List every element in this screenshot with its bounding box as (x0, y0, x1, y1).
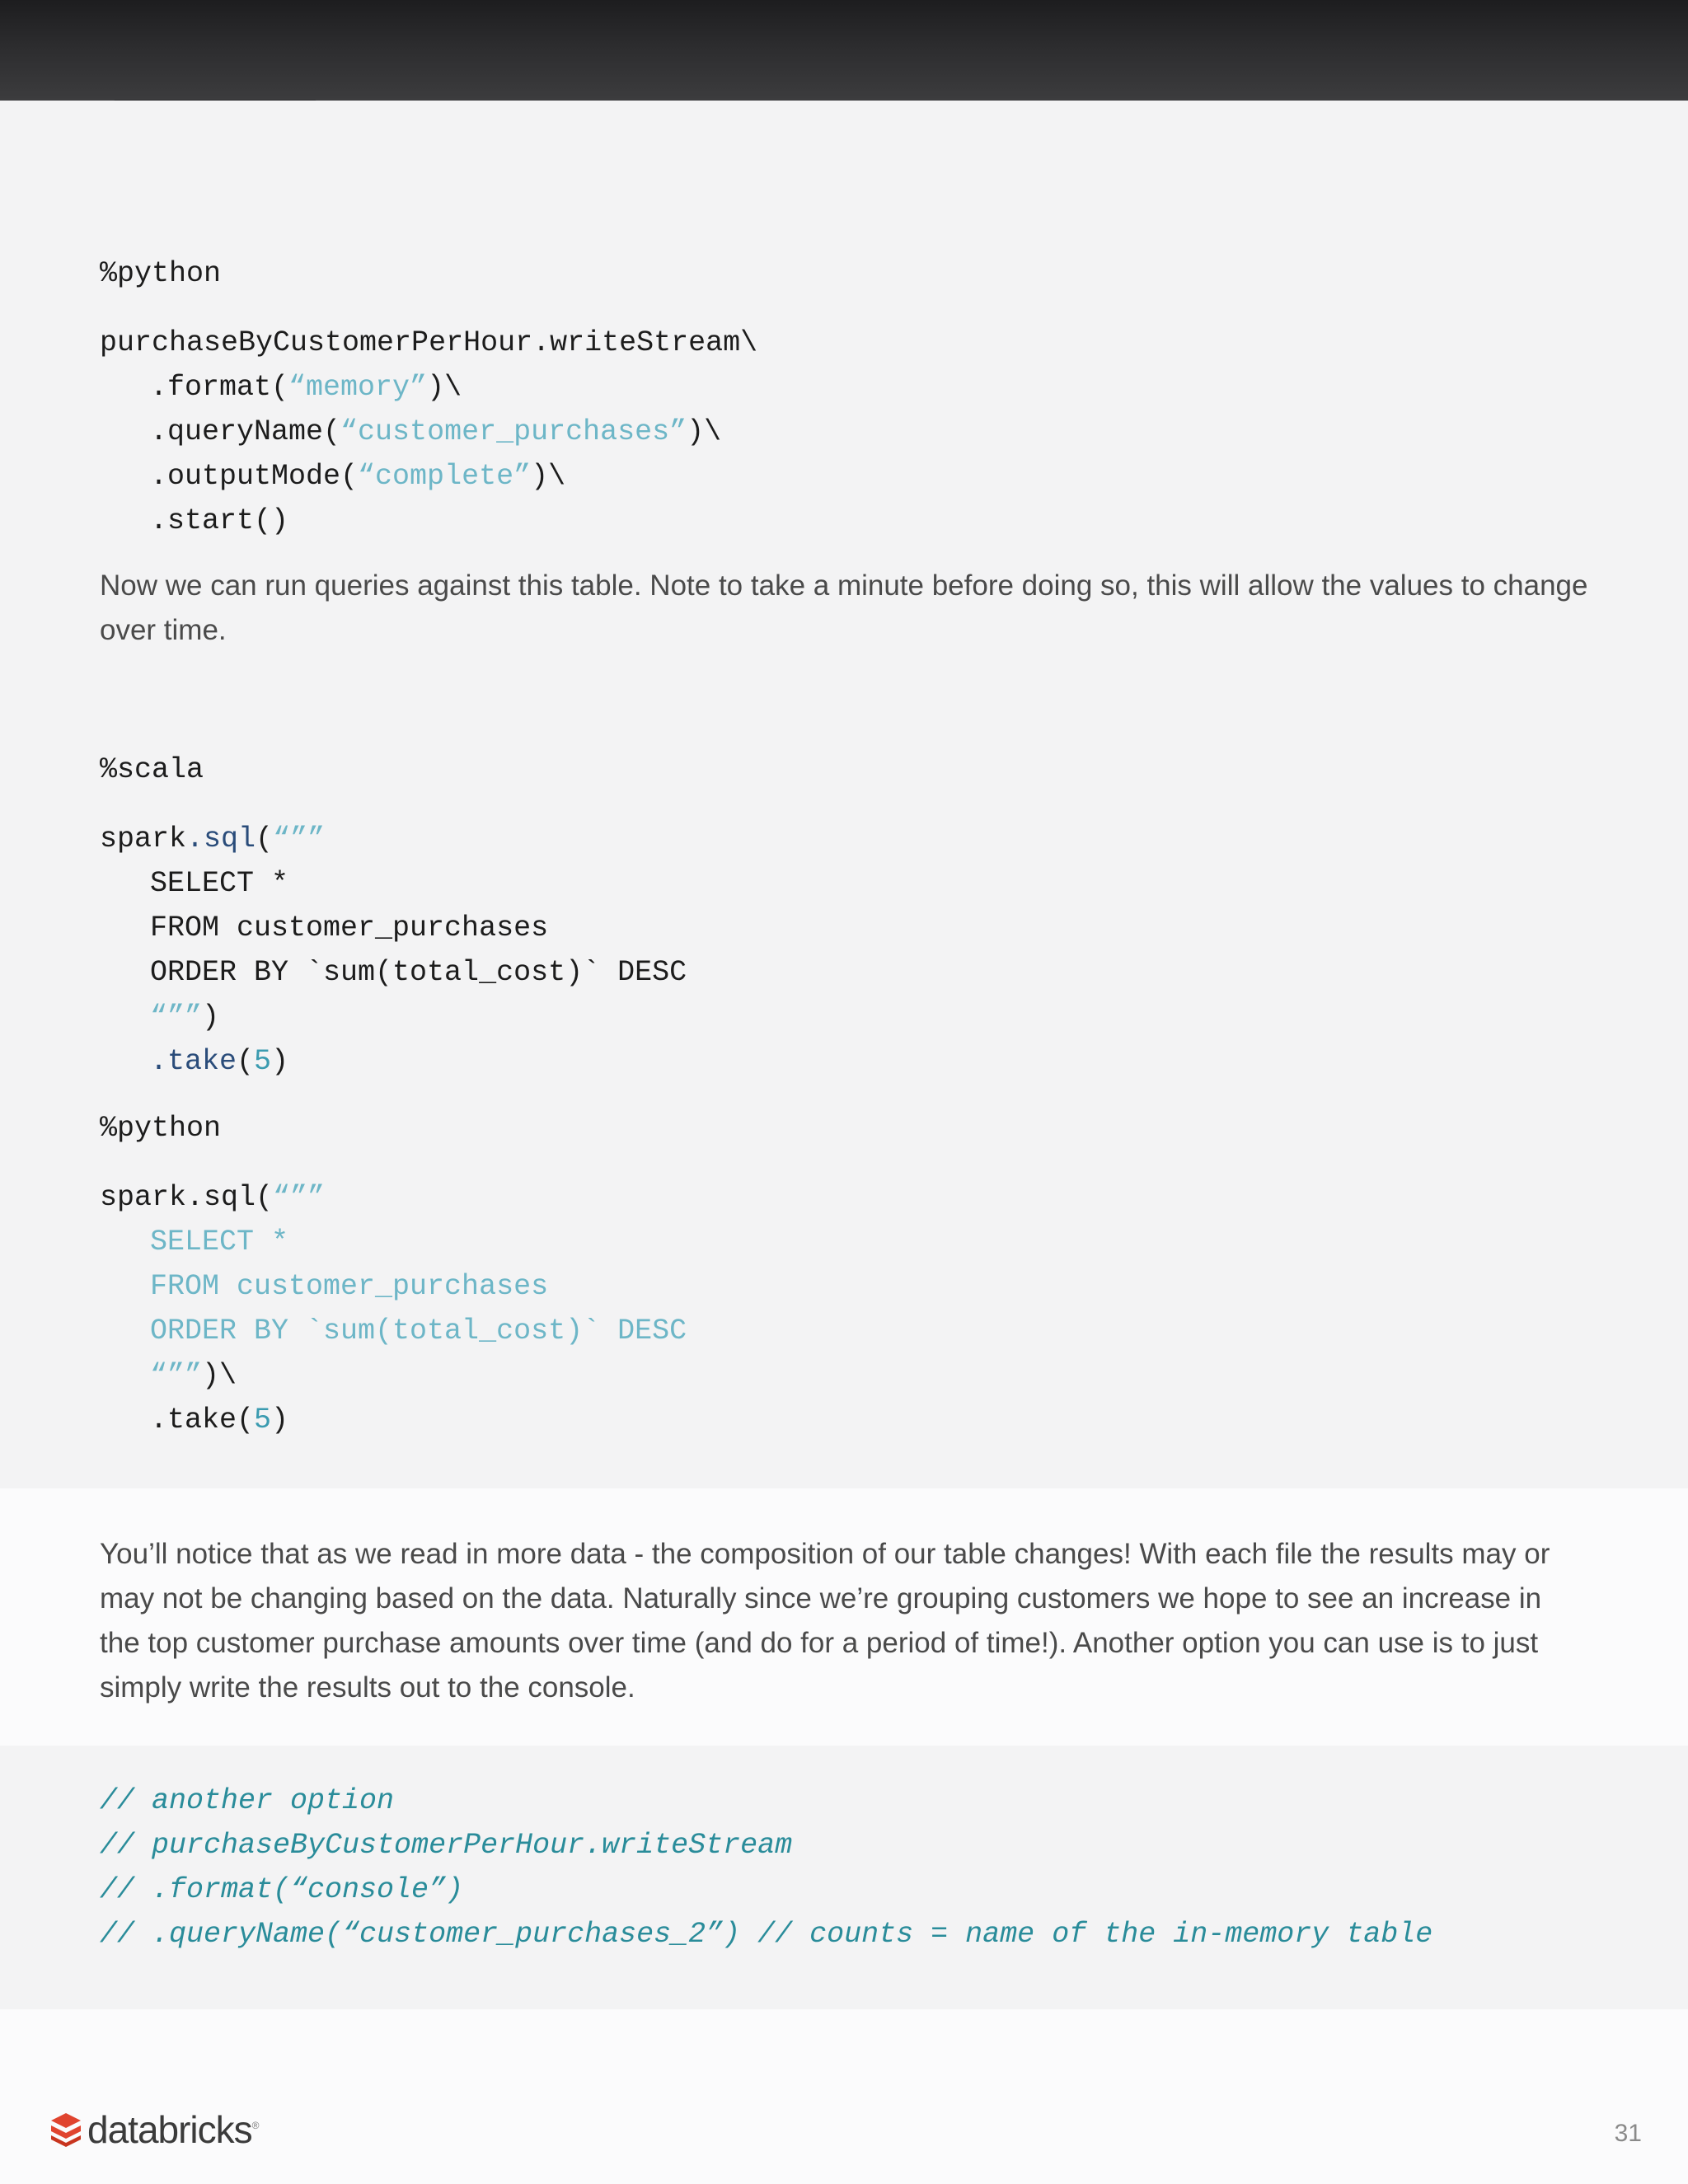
header-bar (0, 0, 1688, 101)
code-line: SELECT * (150, 1226, 289, 1258)
code-line: SELECT * (150, 867, 289, 900)
code-block-python-writestream (100, 251, 757, 543)
code-line: FROM customer_purchases (150, 912, 549, 944)
code-line: purchaseByCustomerPerHour.writeStream\ (100, 326, 758, 359)
logo-wordmark: databricks (87, 2108, 252, 2151)
paragraph-run-queries: Now we can run queries against this table. Note to take a minute before doing so, this will allow the values to change over time. (100, 569, 1588, 646)
code-line: “””)\ (150, 1359, 237, 1392)
code-block-python-query (100, 1106, 687, 1442)
code-line: spark.sql(“”” (100, 1181, 326, 1214)
code-line: ORDER BY `sum(total_cost)` DESC (150, 956, 687, 989)
databricks-logo (49, 2105, 260, 2154)
comment-line: // .format(“console”) (100, 1873, 464, 1906)
code-line: .queryName(“customer_purchases”)\ (150, 415, 722, 448)
comment-line: // purchaseByCustomerPerHour.writeStream (100, 1829, 793, 1862)
comment-line: // another option (100, 1784, 395, 1817)
databricks-logo-icon (49, 2111, 82, 2148)
code-block-console-comments (100, 1779, 1432, 1957)
code-line: ORDER BY `sum(total_cost)` DESC (150, 1315, 687, 1347)
code-line: spark.sql(“”” (100, 823, 326, 855)
code-line: .format(“memory”)\ (150, 371, 462, 404)
paragraph-composition-changes: You’ll notice that as we read in more data - the composition of our table changes! With each file the results may or may not be changing based on the data. Naturally since we’re grouping customers we hope to see an increase in the top customer purchase amounts over time (and do for a period of time!). Another option you can use is to just simply write the results out to the console. (100, 1538, 1550, 1704)
comment-line: // .queryName(“customer_purchases_2”) // counts = name of the in-memory table (100, 1918, 1433, 1951)
code-line: .outputMode(“complete”)\ (150, 460, 566, 493)
code-magic: %scala (100, 753, 204, 786)
code-line: .take(5) (150, 1045, 289, 1078)
code-magic: %python (100, 257, 222, 290)
code-magic: %python (100, 1112, 222, 1145)
code-line: .take(5) (150, 1404, 289, 1436)
code-block-scala-query (100, 748, 687, 1084)
code-line: .start() (150, 504, 289, 537)
page-number: 31 (1614, 2120, 1642, 2147)
code-line: “””) (150, 1001, 220, 1033)
logo-trademark: ® (251, 2120, 260, 2131)
code-line: FROM customer_purchases (150, 1270, 549, 1303)
